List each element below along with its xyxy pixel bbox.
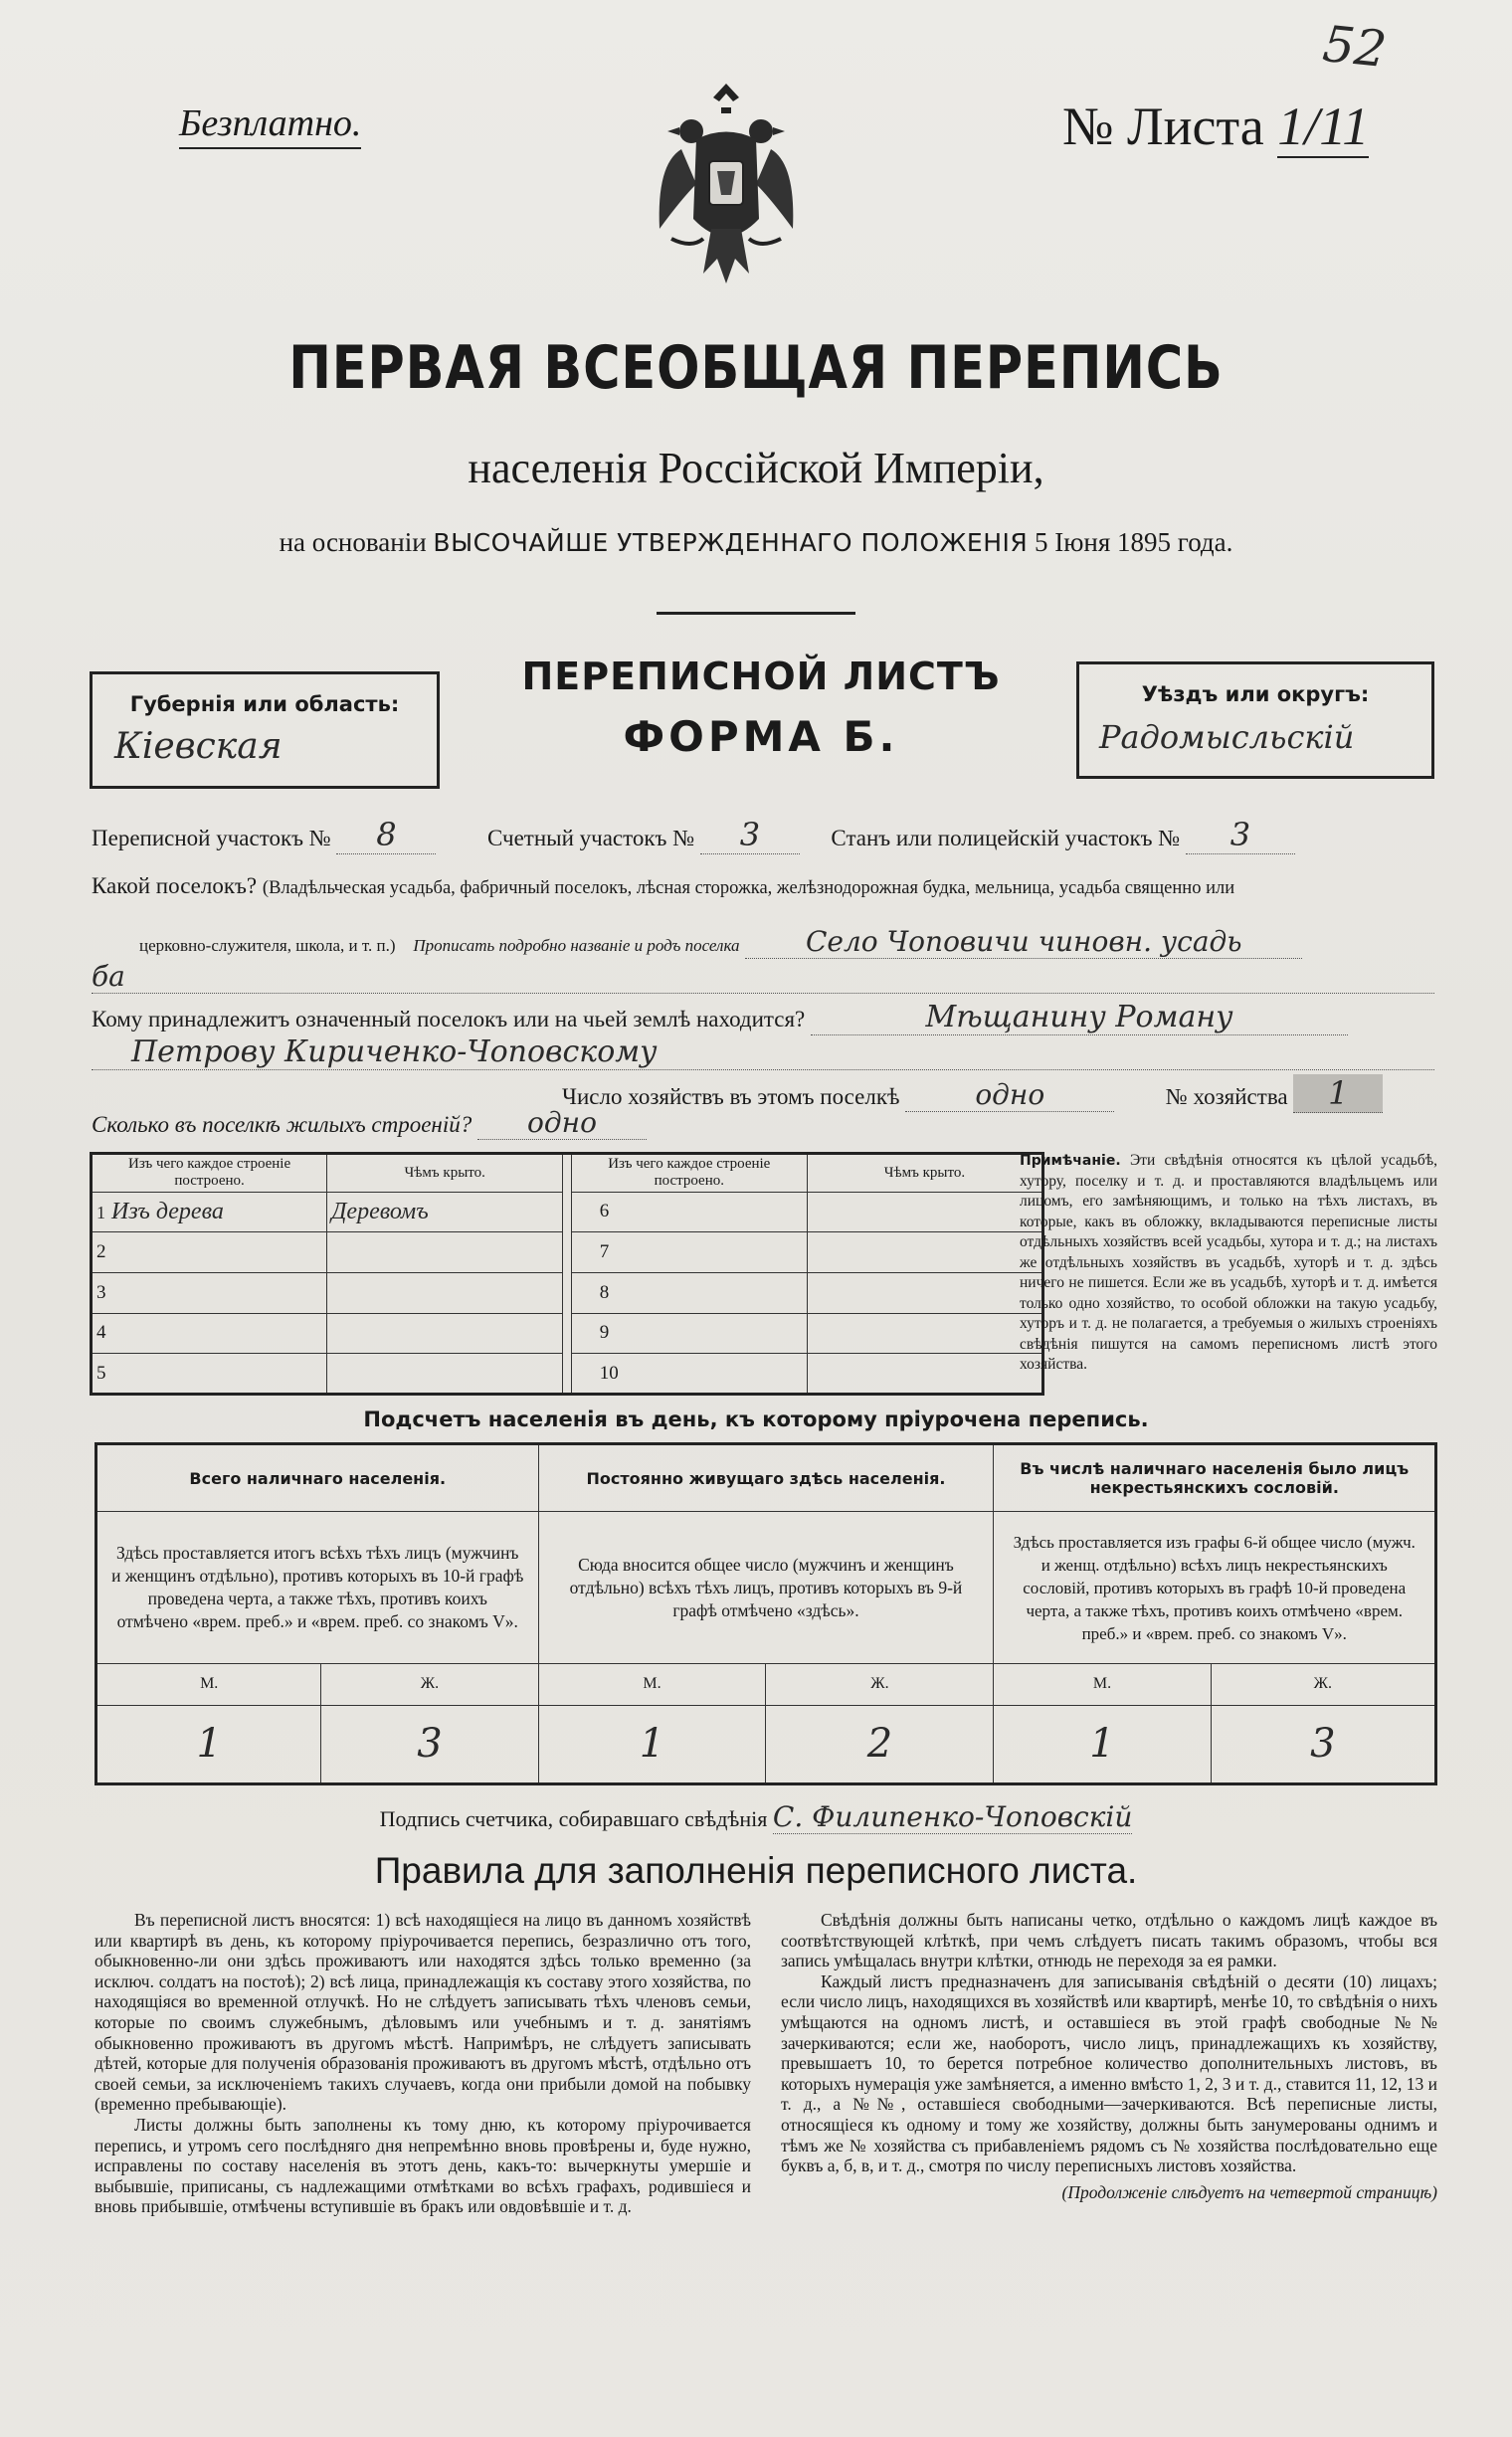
count-area-value[interactable]: 3: [700, 816, 800, 854]
nonpeasant-female-value[interactable]: 3: [1211, 1705, 1435, 1783]
roof-cell[interactable]: Деревомъ: [327, 1192, 563, 1232]
table-gap: [563, 1272, 571, 1313]
form-title: ФОРМА Б.: [623, 712, 899, 761]
female-label: Ж.: [321, 1663, 538, 1705]
rules-left-p2: Листы должны быть заполнены къ тому дню, къ которому пріурочивается перепись, и утромъ сего послѣдняго дня непремѣнно вновь провѣрены и, буде нужно, исправлены по составу населенія въ этотъ день, какъ-то: вычеркнуты умершіе и выбывшіе, приписаны, съ надлежащими отмѣтками во всѣхъ графахъ, родившіеся и вновь прибывшіе, отмѣчены вступившіе въ бракъ или овдовѣвшіе и т. д.: [94, 2114, 751, 2217]
household-no-label: № хозяйства: [1165, 1084, 1288, 1109]
table-gap: [563, 1192, 571, 1232]
female-label: Ж.: [766, 1663, 994, 1705]
owner-value-1[interactable]: Мѣщанину Роману: [811, 1000, 1348, 1035]
buildings-table: [90, 1152, 1044, 1396]
roof-cell[interactable]: [807, 1192, 1042, 1232]
male-label: М.: [538, 1663, 766, 1705]
signature-label: Подпись счетчика, собиравшаго свѣдѣнія: [379, 1806, 768, 1831]
settlement-value-1[interactable]: Село Чоповичи чиновн. усадь: [745, 925, 1302, 959]
owner-row-2: [92, 1034, 1434, 1070]
settlement-row-3: [92, 960, 1434, 994]
row-number: 3: [92, 1272, 327, 1313]
double-headed-eagle-icon: [652, 80, 801, 308]
population-count-table: [94, 1442, 1437, 1785]
present-female-value[interactable]: 3: [321, 1705, 538, 1783]
table-gap: [563, 1313, 571, 1354]
province-value[interactable]: Кіевская: [114, 726, 283, 767]
table-row: [92, 1232, 1043, 1273]
signature-value[interactable]: С. Филипенко-Чоповскій: [772, 1800, 1133, 1833]
settlement-row: [92, 873, 1234, 899]
row-number: 7: [571, 1232, 807, 1273]
col3-head: Въ числѣ наличнаго населенія было лицъ некрестьянскихъ сословій.: [994, 1444, 1436, 1512]
resident-male-value[interactable]: 1: [538, 1705, 766, 1783]
col1-desc: Здѣсь проставляется итогъ всѣхъ тѣхъ лицъ (мужчинъ и женщинъ отдѣльно), противъ которыхъ въ 10-й графѣ проведена черта, а также тѣхъ, противъ коихъ отмѣчено «врем. преб.» и «врем. преб. со знакомъ V».: [96, 1512, 539, 1663]
province-label: Губернія или область:: [129, 692, 400, 716]
free-label: Безплатно.: [179, 101, 361, 149]
row-number: 4: [92, 1313, 327, 1354]
buildings-note: [1020, 1151, 1437, 1376]
province-box: [90, 671, 440, 789]
owner-row: [92, 1000, 1348, 1035]
roof-cell[interactable]: [327, 1232, 563, 1273]
settlement-hint-2: церковно-служителя, школа, и т. п.): [139, 936, 396, 955]
present-male-value[interactable]: 1: [96, 1705, 321, 1783]
sheet-number: [1062, 95, 1369, 157]
owner-value-2[interactable]: Петрову Кириченко-Чоповскому: [92, 1034, 1434, 1070]
owner-label: Кому принадлежитъ означенный поселокъ или на чьей землѣ находится?: [92, 1007, 806, 1031]
material-cell[interactable]: Изъ дерева: [111, 1198, 224, 1224]
settlement-hint-3: Прописать подробно названіе и родъ поселка: [413, 936, 740, 955]
table-gap: [563, 1154, 571, 1193]
basis-caps: ВЫСОЧАЙШЕ УТВЕРЖДЕННАГО ПОЛОЖЕНІЯ: [433, 528, 1029, 557]
settlement-value-2[interactable]: ба: [92, 960, 1434, 994]
buildings-value[interactable]: одно: [477, 1106, 647, 1140]
note-text: Эти свѣдѣнія относятся къ цѣлой усадьбѣ, хутору, поселку и т. д. и проставляются владѣльцемъ или лицомъ, его замѣняющимъ, и только на тѣхъ листахъ, въ которые, какъ въ обложку, вкладываются переписные листы отдѣльныхъ хозяйствъ всей усадьбы, хутора и т. д.; на листахъ же отдѣльныхъ хозяйствъ въ усадьбѣ, хуторѣ и т. д. здѣсь ничего не пишется. Если же въ усадьбѣ, хуторѣ и т. д. имѣется только одно хозяйство, то особой обложки на такую усадьбу, хуторъ и т. д. не полагается, а требуемыя о жилыхъ строеніяхъ свѣдѣнія пишутся на самомъ переписномъ листѣ этого хозяйства.: [1020, 1152, 1438, 1373]
col3-desc: Здѣсь проставляется изъ графы 6-й общее число (мужч. и женщ. отдѣльно) всѣхъ лицъ некрестьянскихъ сословій, противъ которыхъ въ графѣ 10-й проведена черта, а также тѣхъ, противъ коихъ отмѣчено «врем. преб.» и «врем. преб. со знакомъ V».: [994, 1512, 1436, 1663]
roof-cell[interactable]: [327, 1354, 563, 1395]
district-label: Уѣздъ или округъ:: [1141, 682, 1370, 706]
table-row: [92, 1272, 1043, 1313]
col2-desc: Сюда вносится общее число (мужчинъ и женщинъ отдѣльно) всѣхъ тѣхъ лицъ, противъ которыхъ въ 9-й графѣ отмѣчено «здѣсь».: [538, 1512, 994, 1663]
male-label: М.: [994, 1663, 1211, 1705]
rules-right-p1: Свѣдѣнія должны быть написаны четко, отдѣльно о каждомъ лицѣ каждое въ соотвѣтствующей клѣткѣ, при чемъ слѣдуетъ писать такимъ образомъ, чтобы вся запись умѣщалась внутри клѣтки, отнюдь не переходя за ея рамки.: [781, 1910, 1437, 1971]
roof-cell[interactable]: [807, 1272, 1042, 1313]
male-label: М.: [96, 1663, 321, 1705]
rules-right-column: [781, 1910, 1437, 2202]
col-material-left: Изъ чего каждое строеніе построено.: [92, 1154, 327, 1193]
col1-head: Всего наличнаго населенія.: [96, 1444, 539, 1512]
table-row: [92, 1313, 1043, 1354]
row-number: 2: [92, 1232, 327, 1273]
basis-pre: на основаніи: [279, 527, 427, 557]
enumerator-signature: [0, 1800, 1512, 1833]
sheet-title: ПЕРЕПИСНОЙ ЛИСТЪ: [521, 655, 1001, 698]
row-number: 10: [571, 1354, 807, 1395]
sheet-number-value: 1/11: [1277, 96, 1370, 156]
col-roof-left: Чѣмъ крыто.: [327, 1154, 563, 1193]
rules-heading: Правила для заполненія переписного листа.: [374, 1850, 1138, 1891]
district-box: [1076, 661, 1434, 779]
households-row: [562, 1074, 1383, 1113]
page-title: ПЕРВАЯ ВСЕОБЩАЯ ПЕРЕПИСЬ: [288, 333, 1224, 403]
row-number: 6: [571, 1192, 807, 1232]
settlement-row-2: [139, 925, 1302, 959]
households-value[interactable]: одно: [905, 1078, 1114, 1112]
continued-note: (Продолженіе слѣдуетъ на четвертой страницѣ): [1061, 2181, 1437, 2202]
rules-right-p2: Каждый листъ предназначенъ для записыванія свѣдѣній о десяти (10) лицахъ; если число лицъ, находящихся въ хозяйствѣ или квартирѣ, менѣе 10, то свѣдѣнія о нихъ умѣщаются на одномъ листѣ, и оставшіеся въ этой графѣ свободные №№ зачеркиваются; если же, наоборотъ, число лицъ, принадлежащихъ къ хозяйству, превышаетъ 10, то берется потребное количество дополнительныхъ листовъ, въ которыхъ нумерація уже замѣняется, а именно вмѣсто 1, 2, 3 и т. д., ставится 11, 12, 13 и т. д., а №№, оставшіеся свободными—зачеркиваются. Всѣ переписные листы, относящіеся къ одному и тому же хозяйству, должны быть занумерованы однимъ и тѣмъ же № хозяйства съ прибавленіемъ рядомъ съ № хозяйства послѣдовательно еще буквъ а, б, в, и т. д., смотря по числу переписныхъ листовъ хозяйства.: [781, 1970, 1437, 2176]
female-label: Ж.: [1211, 1663, 1435, 1705]
basis-post: 5 Іюня 1895 года.: [1035, 527, 1233, 557]
resident-female-value[interactable]: 2: [766, 1705, 994, 1783]
households-label: Число хозяйствъ въ этомъ поселкѣ: [562, 1084, 900, 1109]
table-row: [92, 1192, 1043, 1232]
rules-left-p1: Въ переписной листъ вносятся: 1) всѣ находящіеся на лицо въ данномъ хозяйствѣ или квартирѣ въ день, къ которому пріурочивается перепись, безразлично отъ того, обыкновенно-ли они здѣсь проживаютъ или находятся здѣсь только временно (за исключ. солдатъ на постоѣ); 2) всѣ лица, принадлежащія къ составу этого хозяйства, по находящіяся во временной отлучкѣ. Но не слѣдуетъ записывать тѣхъ членовъ семьи, которые по своимъ служебнымъ, дѣловымъ или учебнымъ и т. д. занятіямъ обыкновенно проживаютъ въ другомъ мѣстѣ. Напримѣръ, не слѣдуетъ записывать дѣтей, которые для полученія образованія проживаютъ въ другомъ мѣстѣ, отдѣльно отъ своей семьи, за исключеніемъ такихъ случаевъ, когда они прибыли домой на побывку (временно пребывающіе).: [94, 1910, 751, 2115]
row-number: 9: [571, 1313, 807, 1354]
roof-cell[interactable]: [807, 1232, 1042, 1273]
table-row: [92, 1354, 1043, 1395]
roof-cell[interactable]: [327, 1313, 563, 1354]
census-area-value[interactable]: 8: [336, 816, 436, 854]
census-areas-row: [92, 816, 1295, 854]
table-gap: [563, 1354, 571, 1395]
household-no-value[interactable]: 1: [1293, 1074, 1383, 1113]
divider: [657, 612, 855, 615]
census-area-label: Переписной участокъ №: [92, 826, 331, 850]
legal-basis: [0, 527, 1512, 558]
roof-cell[interactable]: [807, 1354, 1042, 1395]
settlement-label: Какой поселокъ?: [92, 873, 258, 898]
table-gap: [563, 1232, 571, 1273]
nonpeasant-male-value[interactable]: 1: [994, 1705, 1211, 1783]
rules-left-column: [94, 1910, 751, 2217]
form-title-block: [453, 655, 1069, 761]
row-number: 1: [96, 1202, 105, 1222]
count-area-label: Счетный участокъ №: [486, 826, 695, 850]
station-value[interactable]: 3: [1186, 816, 1295, 854]
note-head: Примѣчаніе.: [1020, 1153, 1121, 1169]
col-material-right: Изъ чего каждое строеніе построено.: [571, 1154, 807, 1193]
roof-cell[interactable]: [327, 1272, 563, 1313]
settlement-hint: (Владѣльческая усадьба, фабричный поселокъ, лѣсная сторожка, желѣзнодорожная будка, мельница, усадьба священно или: [262, 878, 1235, 898]
station-label: Станъ или полицейскій участокъ №: [831, 826, 1181, 850]
col2-head: Постоянно живущаго здѣсь населенія.: [538, 1444, 994, 1512]
buildings-row: [92, 1106, 647, 1140]
col-roof-right: Чѣмъ крыто.: [807, 1154, 1042, 1193]
row-number: 8: [571, 1272, 807, 1313]
page-subtitle: населенія Россійской Имперіи,: [468, 444, 1044, 492]
count-heading: Подсчетъ населенія въ день, къ которому пріурочена перепись.: [363, 1407, 1149, 1431]
sheet-number-label: № Листа: [1062, 96, 1264, 156]
roof-cell[interactable]: [807, 1313, 1042, 1354]
row-number: 5: [92, 1354, 327, 1395]
page-number: 52: [1320, 14, 1390, 80]
district-value[interactable]: Радомысльскій: [1099, 718, 1355, 756]
buildings-label: Сколько въ поселкѣ жилыхъ строеній?: [92, 1112, 472, 1137]
